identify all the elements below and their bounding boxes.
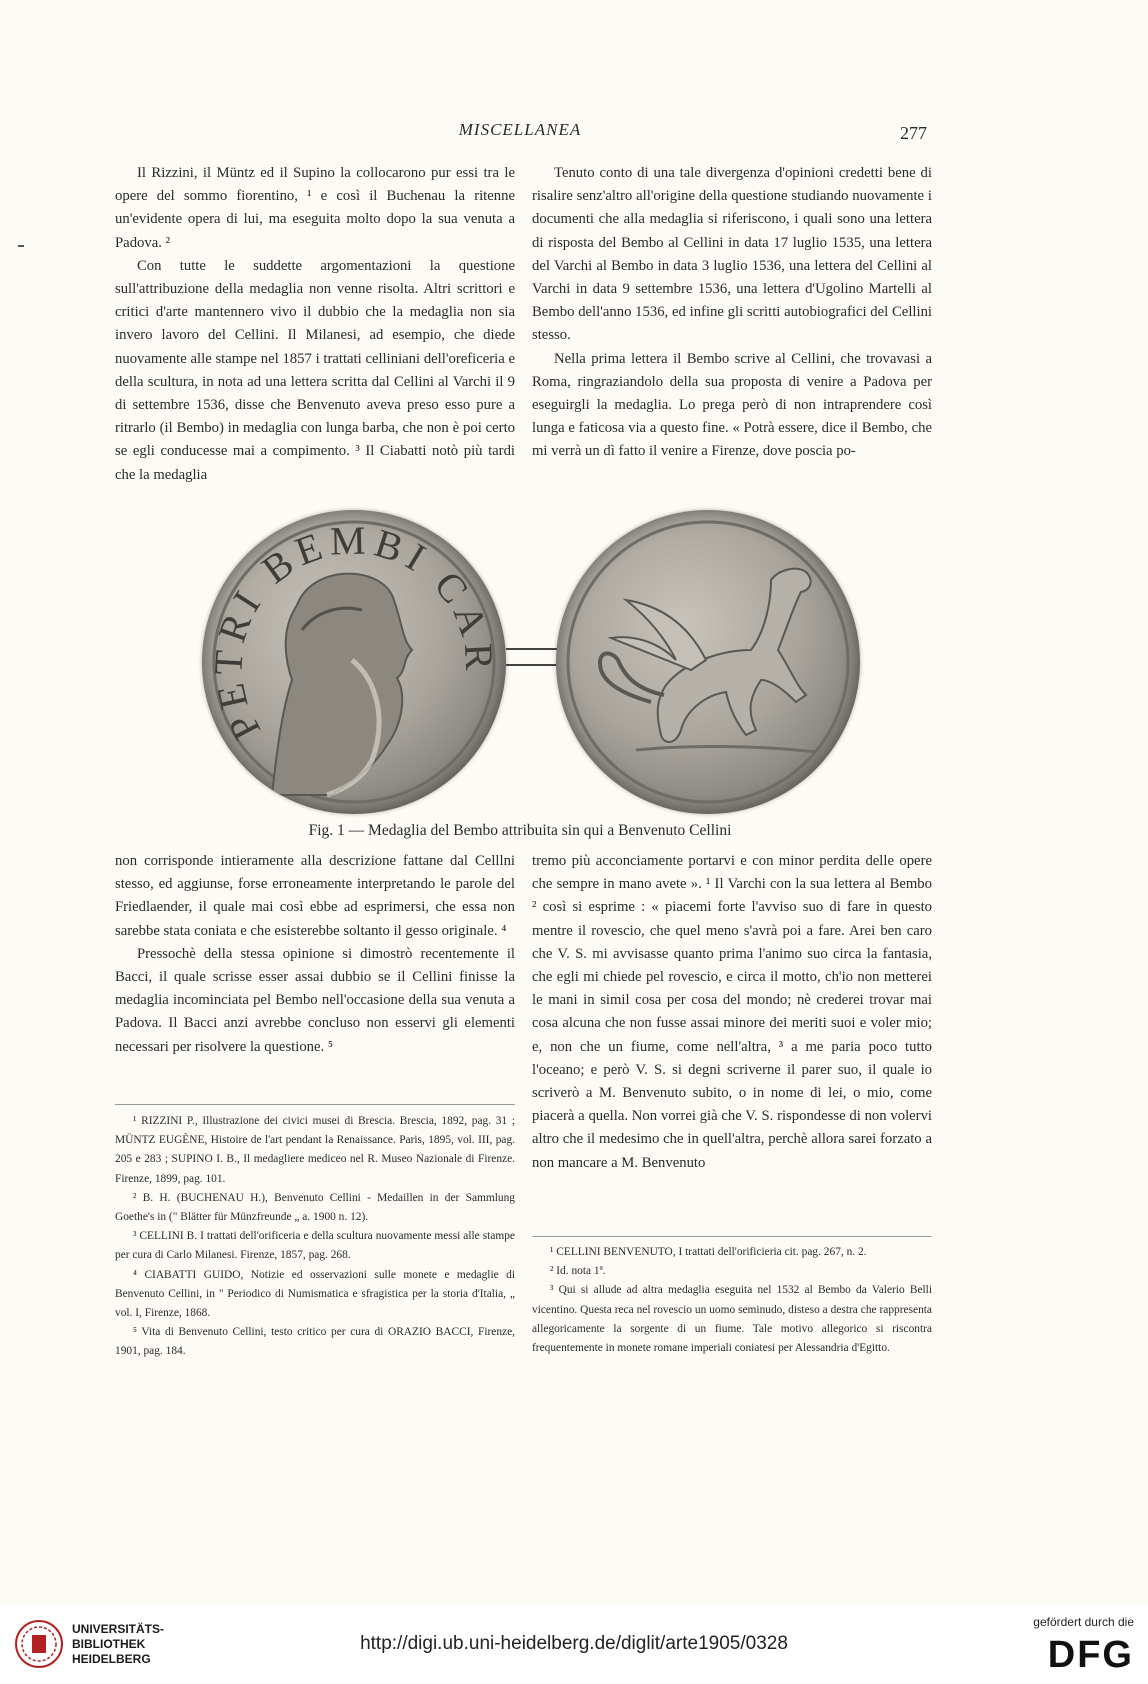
paragraph: Pressochè della stessa opinione si dimostrò recentemente il Bacci, il quale scrisse esser assai dubbio se il Cellini finisse la medaglia incominciata pel Bembo nell'occasione della sua venuta a Padova. Il Bacci anzi avrebbe concluso non esservi gli elementi necessari per risolvere la questione. ⁵ [115, 945, 515, 1055]
paragraph: Il Rizzini, il Müntz ed il Supino la collocarono pur essi tra le opere del sommo fiorentino, ¹ e così il Buchenau la ritenne un'evidente opera di lui, ma eseguita molto dopo la sua venuta a Padova. ² [115, 165, 515, 251]
footnote: ¹ RIZZINI P., Illustrazione dei civici musei di Brescia. Brescia, 1892, pag. 31 ; MÜNTZ EUGÈNE, Histoire de l'art pendant la Renaissance. Paris, 1895, vol. III, pag. 205 e 283 ; SUPINO I. B., Il medagliere mediceo nel R. Museo Nazionale di Firenze. Firenze, 1899, pag. 101. [115, 1115, 515, 1185]
footnotes-right [532, 1243, 932, 1358]
footnote: ³ Qui si allude ad altra medaglia eseguita nel 1532 al Bembo da Valerio Belli vicentino. Questa reca nel rovescio un uomo seminudo, disteso a destra che rappresenta allegoricamente la sorgente di un fiume. Tale motivo allegorico si riscontra frequentemente in monete romane imperiali coniatesi per Alessandria d'Egitto. [532, 1284, 932, 1355]
footnote-rule-right [532, 1236, 932, 1237]
pegasus-relief-icon [556, 510, 860, 814]
paragraph: Nella prima lettera il Bembo scrive al Cellini, che trovavasi a Roma, ringraziandolo della sua proposta di venire a Padova per eseguirgli la medaglia. Lo prega però di non intraprendere così lunga e faticosa via a questo fine. « Potrà essere, dice il Bembo, che mi verrà un dì fatto il venire a Firenze, dove poscia po- [532, 350, 932, 460]
medal-obverse-portrait [202, 510, 506, 814]
paragraph: tremo più acconciamente portarvi e con minor perdita delle opere che sempre in mano avete ». ¹ Il Varchi con la sua lettera al Bembo ² così si esprime : « piacemi forte l'avviso suo di fare in questo mentre il rovescio, che quel meno s'avrà poi a fare. Arei ben caro che V. S. mi avvisasse quanto prima l'animo suo circa la fantasia, che egli mi chiede pel rovescio, e circa il motto, ch'io non metterei le mani in simil cosa per cosa del mondo; nè crederei trovar mai cosa alcuna che non fusse assai minore dei meriti suoi e voler mio; e, non che un fiume, come nell'altra, ³ a me paria poco tutto l'oceano; e però V. S. si degni scriverne il parer suo, il quale io scriverò a M. Benvenuto subito, o in nome di lei, o mio, come piacerà a quella. Non vorrei già che V. S. rispondesse di non volervi altro che il medesimo che in quell'altra, perchè allora sarei forzato a non mancare a M. Benvenuto [532, 853, 932, 1171]
footer-bar [0, 1605, 1148, 1684]
source-url-link[interactable]: http://digi.ub.uni-heidelberg.de/diglit/arte1905/0328 [360, 1633, 788, 1654]
column-bottom-left [115, 850, 515, 1059]
funded-by-text: gefördert durch die [1033, 1615, 1134, 1629]
medal-inscription: PETRI BEMBI CAR [205, 517, 503, 748]
footnote: ¹ CELLINI BENVENUTO, I trattati dell'orificieria cit. pag. 267, n. 2. [550, 1246, 867, 1258]
scan-mark [18, 245, 24, 247]
footnote: ² B. H. (BUCHENAU H.), Benvenuto Cellini - Medaillen in der Sammlung Goethe's in (" Blätter für Münzfreunde „ a. 1900 n. 12). [115, 1191, 515, 1224]
footnote: ² Id. nota 1ª. [550, 1265, 606, 1278]
paragraph: non corrisponde intieramente alla descrizione fattane dal Celllni stesso, ed aggiunse, forse erroneamente interpretando le parole del Friedlaender, il quale mai così ebbe ad esprimersi, che essa non sarebbe stata coniata e che esisterebbe soltanto il gesso originale. ⁴ [115, 853, 515, 939]
column-top-right [532, 162, 932, 464]
portrait-relief-icon [202, 510, 506, 814]
library-name-line: BIBLIOTHEK [72, 1637, 146, 1651]
medal-reverse-pegasus [556, 510, 860, 814]
figure-medals [200, 510, 960, 815]
footnote: ⁴ CIABATTI GUIDO, Notizie ed osservazioni sulle monete e medaglie di Benvenuto Cellini, in " Periodico di Numismatica e sfragistica per la storia d'Italia, „ vol. I, Firenze, 1868. [115, 1268, 515, 1320]
column-top-left [115, 162, 515, 487]
equals-sign [506, 648, 558, 666]
dfg-logo: DFG [1047, 1634, 1134, 1676]
footnote-rule-left [115, 1104, 515, 1105]
footnote: ⁵ Vita di Benvenuto Cellini, testo critico per cura di ORAZIO BACCI, Firenze, 1901, pag. 184. [115, 1326, 515, 1358]
running-title: MISCELLANEA [458, 120, 582, 139]
paragraph: Tenuto conto di una tale divergenza d'opinioni credetti bene di risalire senz'altro all'origine della questione studiando nuovamente i documenti che alla medaglia si riferiscono, i quali sono una lettera di risposta del Bembo al Cellini in data 17 luglio 1535, una lettera del Varchi al Bembo in data 3 luglio 1536, una lettera del Cellini al Varchi in data 9 settembre 1536, una lettera d'Ugolino Martelli al Bembo dell'anno 1536, ed infine gli scritti autobiografici del Cellini stesso. [532, 165, 932, 344]
page-number: 277 [900, 123, 927, 143]
library-name-line: UNIVERSITÄTS- [72, 1622, 165, 1636]
column-bottom-right [532, 850, 932, 1175]
footnote: ³ CELLINI B. I trattati dell'orificeria e della scultura nuovamente messi alle stampe per cura di Carlo Milanesi. Firenze, 1857, pag. 268. [115, 1230, 515, 1262]
library-name-line: HEIDELBERG [72, 1652, 151, 1666]
footnotes-left [115, 1112, 515, 1362]
paragraph: Con tutte le suddette argomentazioni la questione sull'attribuzione della medaglia non venne risolta. Altri scrittori e critici d'arte mantennero vivo il dubbio che la medaglia non sia invero lavoro del Cellini. Il Milanesi, ad esempio, che diede nuovamente alle stampe nel 1857 i trattati celliniani dell'oreficeria e della scultura, in nota ad una lettera scritta dal Cellini al Varchi il 9 di settembre 1536, disse che Benvenuto aveva preso esso pure a ritrarlo (il Bembo) in medaglia con lunga barba, che non è poi certo se egli conducesse mai a compimento. ³ Il Ciabatti notò più tardi che la medaglia [115, 257, 515, 483]
figure-caption: Fig. 1 — Medaglia del Bembo attribuita sin qui a Benvenuto Cellini [308, 822, 732, 839]
